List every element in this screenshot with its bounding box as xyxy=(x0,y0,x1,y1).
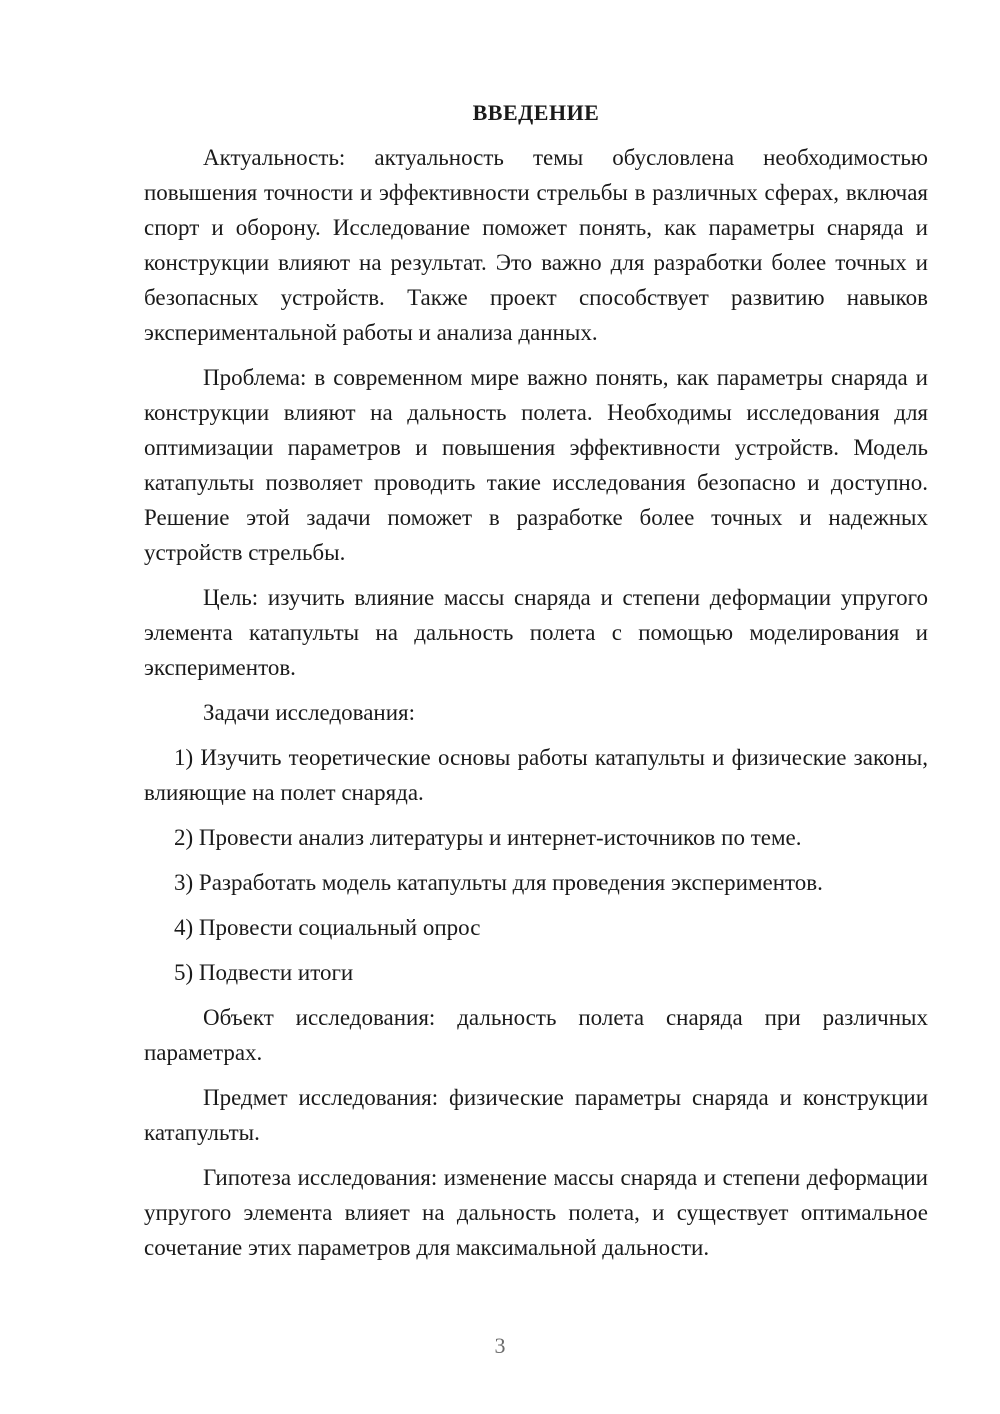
task-list xyxy=(144,740,928,990)
task-item: 1) Изучить теоретические основы работы катапульты и физические законы, влияющие на полет снаряда. xyxy=(144,745,928,805)
document-page xyxy=(144,95,928,1275)
paragraph-object: Объект исследования: дальность полета снаряда при различных параметрах. xyxy=(144,1005,928,1065)
task-item: 3) Разработать модель катапульты для проведения экспериментов. xyxy=(174,870,823,895)
paragraph-tasks-heading: Задачи исследования: xyxy=(203,700,416,725)
paragraph-subject: Предмет исследования: физические параметры снаряда и конструкции катапульты. xyxy=(144,1085,928,1145)
paragraph-relevance: Актуальность: актуальность темы обусловлена необходимостью повышения точности и эффективности стрельбы в различных сферах, включая спорт и оборону. Исследование поможет понять, как параметры снаряда и конструкции влияют на результат. Это важно для разработки более точных и безопасных устройств. Также проект способствует развитию навыков экспериментальной работы и анализа данных. xyxy=(144,145,928,345)
task-item: 4) Провести социальный опрос xyxy=(174,915,481,940)
paragraph-hypothesis: Гипотеза исследования: изменение массы снаряда и степени деформации упругого элемента влияет на дальность полета, и существует оптимальное сочетание этих параметров для максимальной дальности. xyxy=(144,1165,928,1260)
paragraph-goal: Цель: изучить влияние массы снаряда и степени деформации упругого элемента катапульты на дальность полета с помощью моделирования и экспериментов. xyxy=(144,585,928,680)
page-number: 3 xyxy=(494,1333,506,1358)
section-title: ВВЕДЕНИЕ xyxy=(472,100,600,125)
paragraph-problem: Проблема: в современном мире важно понять, как параметры снаряда и конструкции влияют на дальность полета. Необходимы исследования для оптимизации параметров и повышения эффективности устройств. Модель катапульты позволяет проводить такие исследования безопасно и доступно. Решение этой задачи поможет в разработке более точных и надежных устройств стрельбы. xyxy=(144,365,928,565)
task-item: 5) Подвести итоги xyxy=(174,960,354,985)
task-item: 2) Провести анализ литературы и интернет-источников по теме. xyxy=(174,825,802,850)
